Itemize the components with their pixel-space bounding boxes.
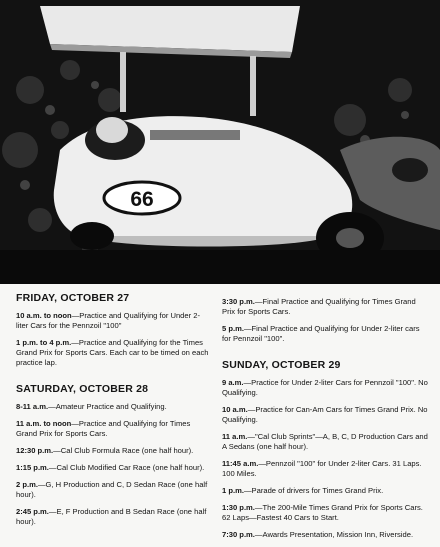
schedule-entry bbox=[222, 503, 430, 523]
entry-time: 1 p.m. bbox=[222, 486, 244, 495]
entry-text: —Pennzoil "100" for Under 2-liter Cars. 31 Laps. 100 Miles. bbox=[222, 459, 422, 478]
entry-text: —"Cal Club Sprints"—A, B, C, D Production Cars and A Sedans (one half hour). bbox=[222, 432, 428, 451]
entry-time: 10 a.m. to noon bbox=[16, 311, 72, 320]
entry-time: 9 a.m. bbox=[222, 378, 244, 387]
schedule-entry bbox=[16, 446, 212, 456]
entry-text: —Final Practice and Qualifying for Under 2-liter cars for Pennzoil "100". bbox=[222, 324, 420, 343]
entry-time: 11 a.m. to noon bbox=[16, 419, 72, 428]
schedule-entry bbox=[16, 402, 212, 412]
schedule-entry bbox=[16, 419, 212, 439]
car-number: 66 bbox=[130, 188, 154, 211]
schedule-entry bbox=[222, 486, 430, 496]
schedule-entry bbox=[222, 324, 430, 344]
entry-time: 5 p.m. bbox=[222, 324, 244, 333]
entry-text: —Practice and Qualifying for the Times Grand Prix for Sports Cars. Each car to be timed on each practice lap. bbox=[16, 338, 209, 367]
entry-text: —Cal Club Modified Car Race (one half hour). bbox=[48, 463, 205, 472]
entry-time: 2:45 p.m. bbox=[16, 507, 49, 516]
friday-heading: FRIDAY, OCTOBER 27 bbox=[16, 292, 130, 304]
entry-text: —G, H Production and C, D Sedan Race (one half hour). bbox=[16, 480, 208, 499]
entry-text: —Cal Club Formula Race (one half hour). bbox=[53, 446, 194, 455]
entry-text: —Practice for Under 2-liter Cars for Pennzoil "100". No Qualifying. bbox=[222, 378, 428, 397]
entry-time: 8-11 a.m. bbox=[16, 402, 49, 411]
entry-time: 7:30 p.m. bbox=[222, 530, 255, 539]
entry-time: 10 a.m. bbox=[222, 405, 248, 414]
entry-time: 11 a.m. bbox=[222, 432, 248, 441]
schedule-entry bbox=[222, 530, 430, 540]
entry-text: —Final Practice and Qualifying for Times Grand Prix for Sports Cars. bbox=[222, 297, 416, 316]
entry-time: 11:45 a.m. bbox=[222, 459, 259, 468]
entry-time: 3:30 p.m. bbox=[222, 297, 255, 306]
schedule-entry bbox=[222, 378, 430, 398]
schedule-entry bbox=[16, 463, 212, 473]
entry-time: 2 p.m. bbox=[16, 480, 38, 489]
entry-time: 1:15 p.m. bbox=[16, 463, 49, 472]
schedule-entry bbox=[222, 297, 430, 317]
schedule-entry bbox=[16, 311, 212, 331]
schedule-entry bbox=[222, 459, 430, 479]
entry-text: —Practice and Qualifying for Times Grand Prix for Sports Cars. bbox=[16, 419, 191, 438]
entry-time: 1:30 p.m. bbox=[222, 503, 255, 512]
schedule-right-column bbox=[222, 297, 430, 547]
entry-text: —E, F Production and B Sedan Race (one half hour). bbox=[16, 507, 207, 526]
schedule-left-column bbox=[16, 292, 212, 534]
schedule-entry bbox=[222, 405, 430, 425]
entry-text: —Practice and Qualifying for Under 2-liter Cars for the Pennzoil "100" bbox=[16, 311, 201, 330]
entry-time: 1 p.m. to 4 p.m. bbox=[16, 338, 72, 347]
entry-time: 12:30 p.m. bbox=[16, 446, 54, 455]
saturday-heading: SATURDAY, OCTOBER 28 bbox=[16, 383, 149, 395]
entry-text: —The 200-Mile Times Grand Prix for Sports Cars. 62 Laps—Fastest 40 Cars to Start. bbox=[222, 503, 423, 522]
entry-text: —Awards Presentation, Mission Inn, Riverside. bbox=[254, 530, 414, 539]
schedule-entry bbox=[16, 338, 212, 368]
sunday-heading: SUNDAY, OCTOBER 29 bbox=[222, 359, 341, 371]
entry-text: —Parade of drivers for Times Grand Prix. bbox=[243, 486, 384, 495]
schedule-entry bbox=[16, 480, 212, 500]
entry-text: —Amateur Practice and Qualifying. bbox=[48, 402, 167, 411]
schedule-entry bbox=[222, 432, 430, 452]
entry-text: —Practice for Can-Am Cars for Times Grand Prix. No Qualifying. bbox=[222, 405, 428, 424]
schedule-entry bbox=[16, 507, 212, 527]
